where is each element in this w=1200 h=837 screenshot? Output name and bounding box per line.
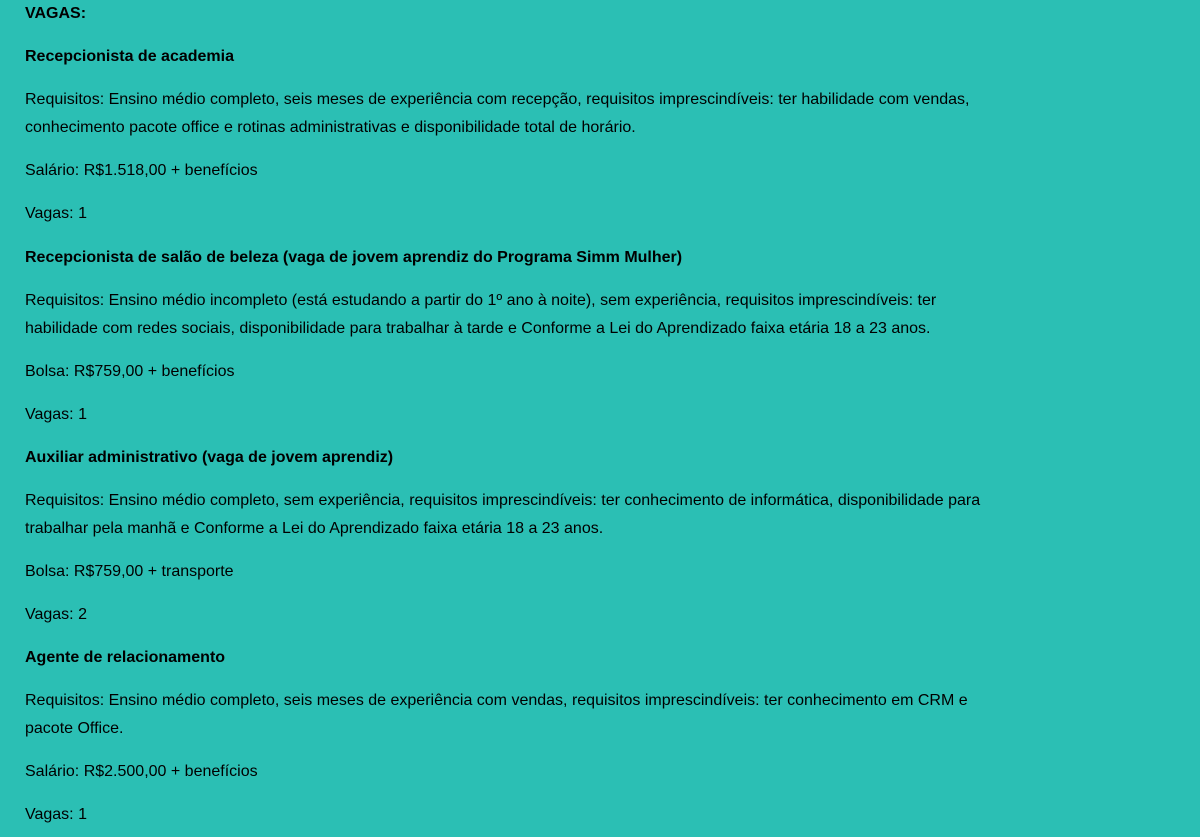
page-heading: VAGAS:	[25, 5, 87, 22]
job-pay: Bolsa: R$759,00 + transporte	[25, 563, 234, 580]
job-requirements-line: conhecimento pacote office e rotinas administrativas e disponibilidade total de horário.	[25, 119, 636, 136]
job-title: Recepcionista de academia	[25, 48, 234, 65]
job-requirements-line: Requisitos: Ensino médio completo, seis meses de experiência com vendas, requisitos imprescindíveis: ter conhecimento em CRM e	[25, 692, 968, 709]
job-pay: Salário: R$1.518,00 + benefícios	[25, 162, 258, 179]
job-openings: Vagas: 1	[25, 806, 87, 823]
job-openings: Vagas: 1	[25, 205, 87, 222]
job-requirements-line: pacote Office.	[25, 720, 124, 737]
job-pay: Bolsa: R$759,00 + benefícios	[25, 363, 235, 380]
job-requirements-line: Requisitos: Ensino médio completo, sem experiência, requisitos imprescindíveis: ter conhecimento de informática, disponibilidade para	[25, 492, 981, 509]
job-requirements-line: Requisitos: Ensino médio completo, seis meses de experiência com recepção, requisitos imprescindíveis: ter habilidade com vendas,	[25, 91, 970, 108]
job-title: Agente de relacionamento	[25, 649, 226, 666]
job-openings: Vagas: 1	[25, 406, 87, 423]
job-openings: Vagas: 2	[25, 606, 87, 623]
job-title: Auxiliar administrativo (vaga de jovem aprendiz)	[25, 449, 394, 466]
job-pay: Salário: R$2.500,00 + benefícios	[25, 763, 258, 780]
job-title: Recepcionista de salão de beleza (vaga de jovem aprendiz do Programa Simm Mulher)	[25, 249, 683, 266]
job-requirements-line: habilidade com redes sociais, disponibilidade para trabalhar à tarde e Conforme a Lei do Aprendizado faixa etária 18 a 23 anos.	[25, 320, 931, 337]
job-requirements-line: trabalhar pela manhã e Conforme a Lei do Aprendizado faixa etária 18 a 23 anos.	[25, 520, 604, 537]
job-requirements-line: Requisitos: Ensino médio incompleto (está estudando a partir do 1º ano à noite), sem experiência, requisitos imprescindíveis: ter	[25, 292, 937, 309]
